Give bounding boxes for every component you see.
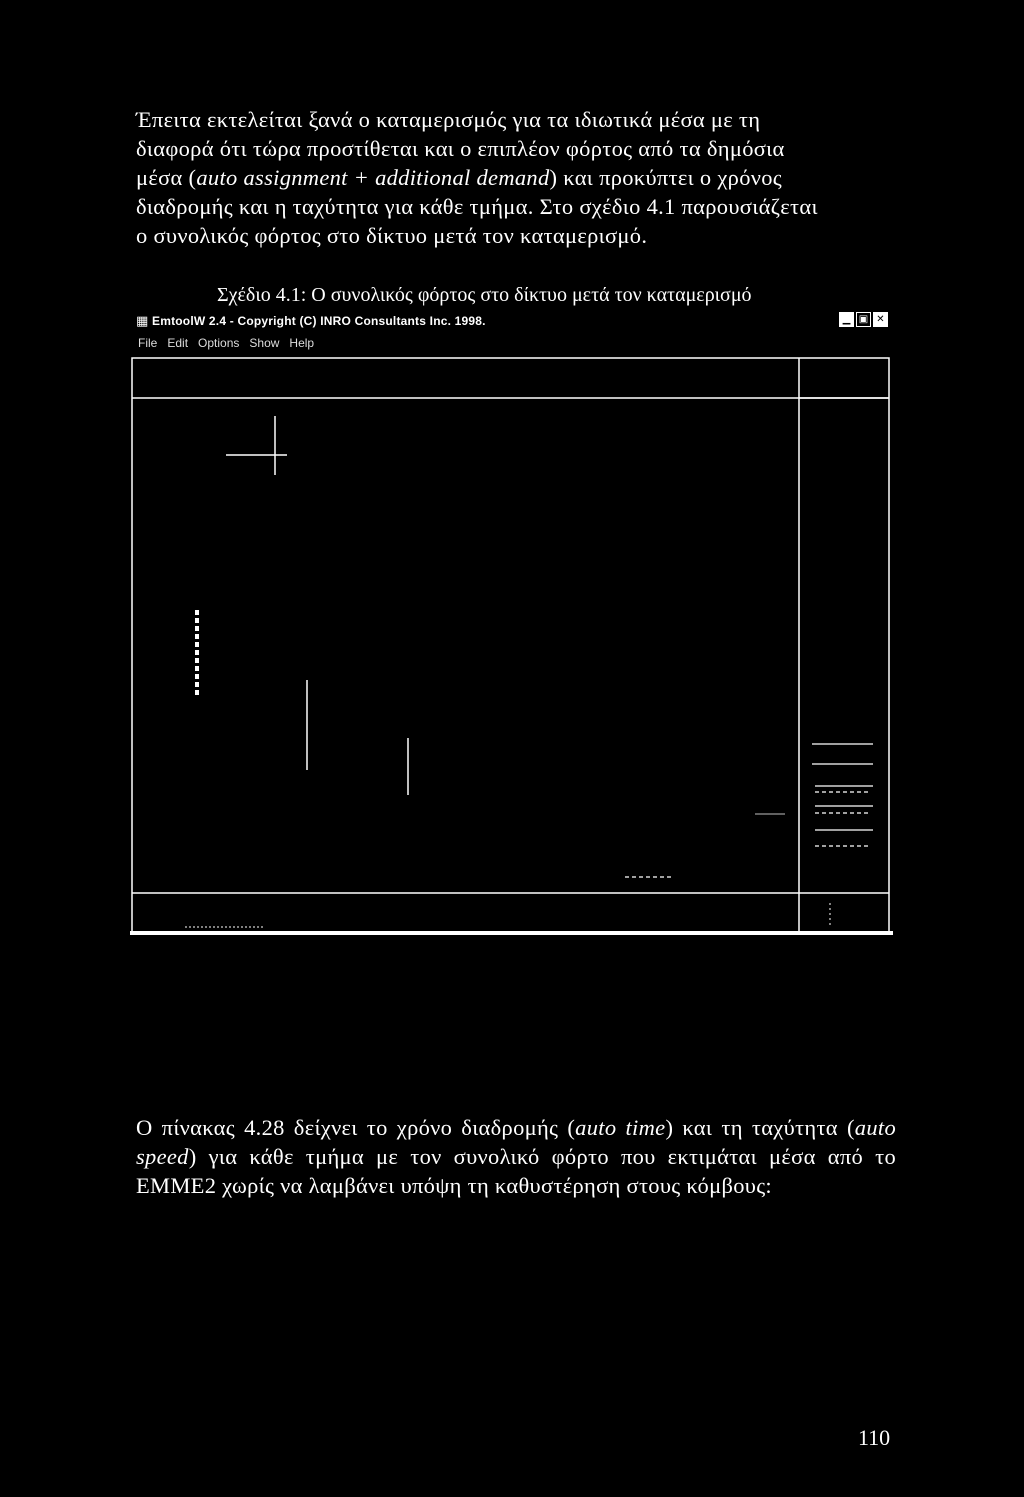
minimize-button[interactable]: ▁ bbox=[839, 312, 854, 327]
emphasis-text: auto assignment + additional demand bbox=[196, 165, 550, 190]
window-controls bbox=[839, 312, 888, 327]
window-titlebar bbox=[136, 310, 892, 332]
page-number: 110 bbox=[858, 1425, 891, 1450]
text-line: Έπειτα εκτελείται ξανά ο καταμερισμός για τα ιδιωτικά μέσα με τη bbox=[136, 107, 761, 132]
text-line: διαδρομής και η ταχύτητα για κάθε τμήμα. Στο σχέδιο 4.1 παρουσιάζεται bbox=[136, 194, 818, 219]
canvas-frame bbox=[132, 358, 889, 933]
table-intro-paragraph: Ο πίνακας 4.28 δείχνει το χρόνο διαδρομής (auto time) και τη ταχύτητα (auto speed) για κάθε τμήμα με τον συνολικό φόρτο που εκτιμάται μέσα από το ΕΜΜΕ2 χωρίς να λαμβάνει υπόψη τη καθυστέρηση στους κόμβους: bbox=[136, 1115, 896, 1198]
menu-item-edit[interactable]: Edit bbox=[167, 336, 189, 350]
crosshair-icon bbox=[226, 416, 287, 475]
menu-item-show[interactable]: Show bbox=[249, 336, 280, 350]
network-canvas bbox=[126, 350, 896, 940]
app-icon: ▦ bbox=[136, 313, 149, 328]
emphasis-text: auto time bbox=[575, 1115, 666, 1140]
close-button[interactable]: ✕ bbox=[873, 312, 888, 327]
menu-item-file[interactable]: File bbox=[138, 336, 158, 350]
window-title: EmtoolW 2.4 - Copyright (C) INRO Consultants Inc. 1998. bbox=[152, 314, 486, 328]
legend-lines bbox=[812, 744, 873, 925]
text-line: ο συνολικός φόρτος στο δίκτυο μετά τον καταμερισμό. bbox=[136, 223, 648, 248]
text-line: μέσα (auto assignment + additional demand) και προκύπτει ο χρόνος bbox=[136, 165, 782, 190]
text-line: διαφορά ότι τώρα προστίθεται και ο επιπλέον φόρτος από τα δημόσια bbox=[136, 136, 785, 161]
intro-paragraph bbox=[136, 105, 896, 250]
figure-caption: Σχέδιο 4.1: Ο συνολικός φόρτος στο δίκτυο μετά τον καταμερισμό bbox=[217, 284, 752, 306]
menu-item-help[interactable]: Help bbox=[289, 336, 315, 350]
menu-item-options[interactable]: Options bbox=[198, 336, 240, 350]
maximize-button[interactable]: ▣ bbox=[856, 312, 871, 327]
emphasis-text: auto speed bbox=[136, 1115, 896, 1169]
